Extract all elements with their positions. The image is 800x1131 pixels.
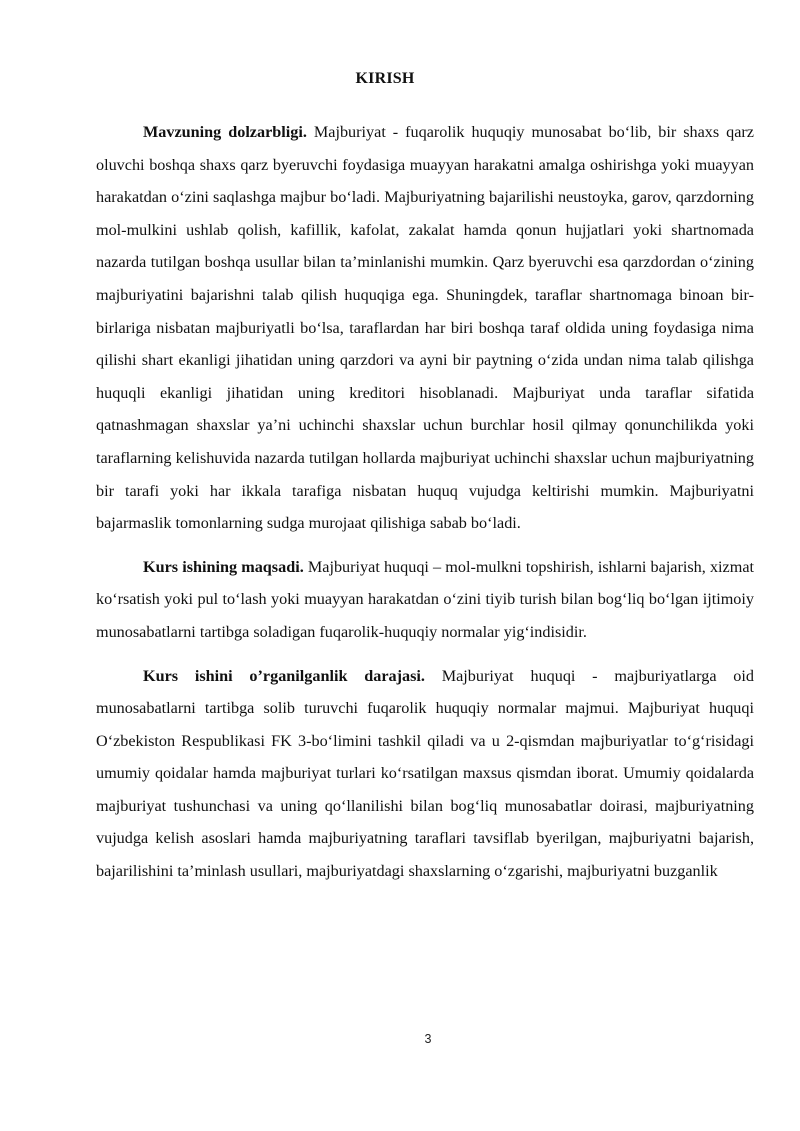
paragraph-text: Majburiyat huquqi – mol-mulkni topshirish, ishlarni bajarish, xizmat ko‘rsatish yoki pul to‘lash yoki muayyan harakatdan o‘zini tiyib turish bilan bog‘liq bo‘lgan ijtimoiy munosabatlarni tartibga soladigan fuqarolik-huquqiy normalar yig‘indisidir. [96,557,754,641]
paragraph-lead: Mavzuning dolzarbligi. [143,123,307,141]
paragraph-study-level [96,660,754,888]
paragraph-relevance [96,116,754,540]
paragraph-purpose [96,551,754,649]
page-title: KIRISH [355,70,415,87]
paragraph-lead: Kurs ishini o’rganilganlik darajasi. [143,666,425,685]
page-number: 3 [424,1032,432,1046]
paragraph-text: Majburiyat - fuqarolik huquqiy munosabat bo‘lib, bir shaxs qarz oluvchi boshqa shaxs qarz byeruvchi foydasiga muayyan harakatni amalga oshirishga yoki muayyan harakatdan o‘zini saqlashga majbur bo‘ladi. Majburiyatning bajarilishi neustoyka, garov, qarzdorning mol-mulkini ushlab qolish, kafillik, kafolat, zakalat hamda qonun hujjatlari yoki shartnomada nazarda tutilgan boshqa usullar bilan ta’minlanishi mumkin. Qarz byeruvchi esa qarzdordan o‘zining majburiyatini bajarishni talab qilish huquqiga ega. Shuningdek, taraflar shartnomaga binoan bir-birlariga nisbatan majburiyatli bo‘lsa, taraflardan har biri boshqa taraf oldida uning foydasiga nima qilishi shart ekanligi jihatidan uning qarzdori va ayni bir paytning o‘zida undan nima talab qilishga huquqli ekanligi jihatidan uning kreditori hisoblanadi. Majburiyat unda taraflar sifatida qatnashmagan shaxslar ya’ni uchinchi shaxslar uchun burchlar hosil qilmay qonunchilikda yoki taraflarning kelishuvida nazarda tutilgan hollarda majburiyat uchinchi shaxslar uchun majburiyatning bir tarafi yoki har ikkala tarafiga nisbatan huquq vujudga keltirishi mumkin. Majburiyatni bajarmaslik tomonlarning sudga murojaat qilishiga sabab bo‘ladi. [96,123,754,533]
document-body [96,116,754,899]
paragraph-lead: Kurs ishining maqsadi. [143,557,304,576]
paragraph-text: Majburiyat huquqi - majburiyatlarga oid munosabatlarni tartibga solib turuvchi fuqarolik huquqiy normalar majmui. Majburiyat huquqi O‘zbekiston Respublikasi FK 3-bo‘limini tashkil qiladi va u 2-qismdan majburiyatlar to‘g‘risidagi umumiy qoidalar hamda majburiyat turlari ko‘rsatilgan maxsus qismdan iborat. Umumiy qoidalarda majburiyat tushunchasi va uning qo‘llanilishi bilan bog‘liq munosabatlar doirasi, majburiyatning vujudga kelish asoslari hamda majburiyatning taraflari tavsiflab byerilgan, majburiyatni bajarish, bajarilishini ta’minlash usullari, majburiyatdagi shaxslarning o‘zgarishi, majburiyatni buzganlik [96,666,754,881]
